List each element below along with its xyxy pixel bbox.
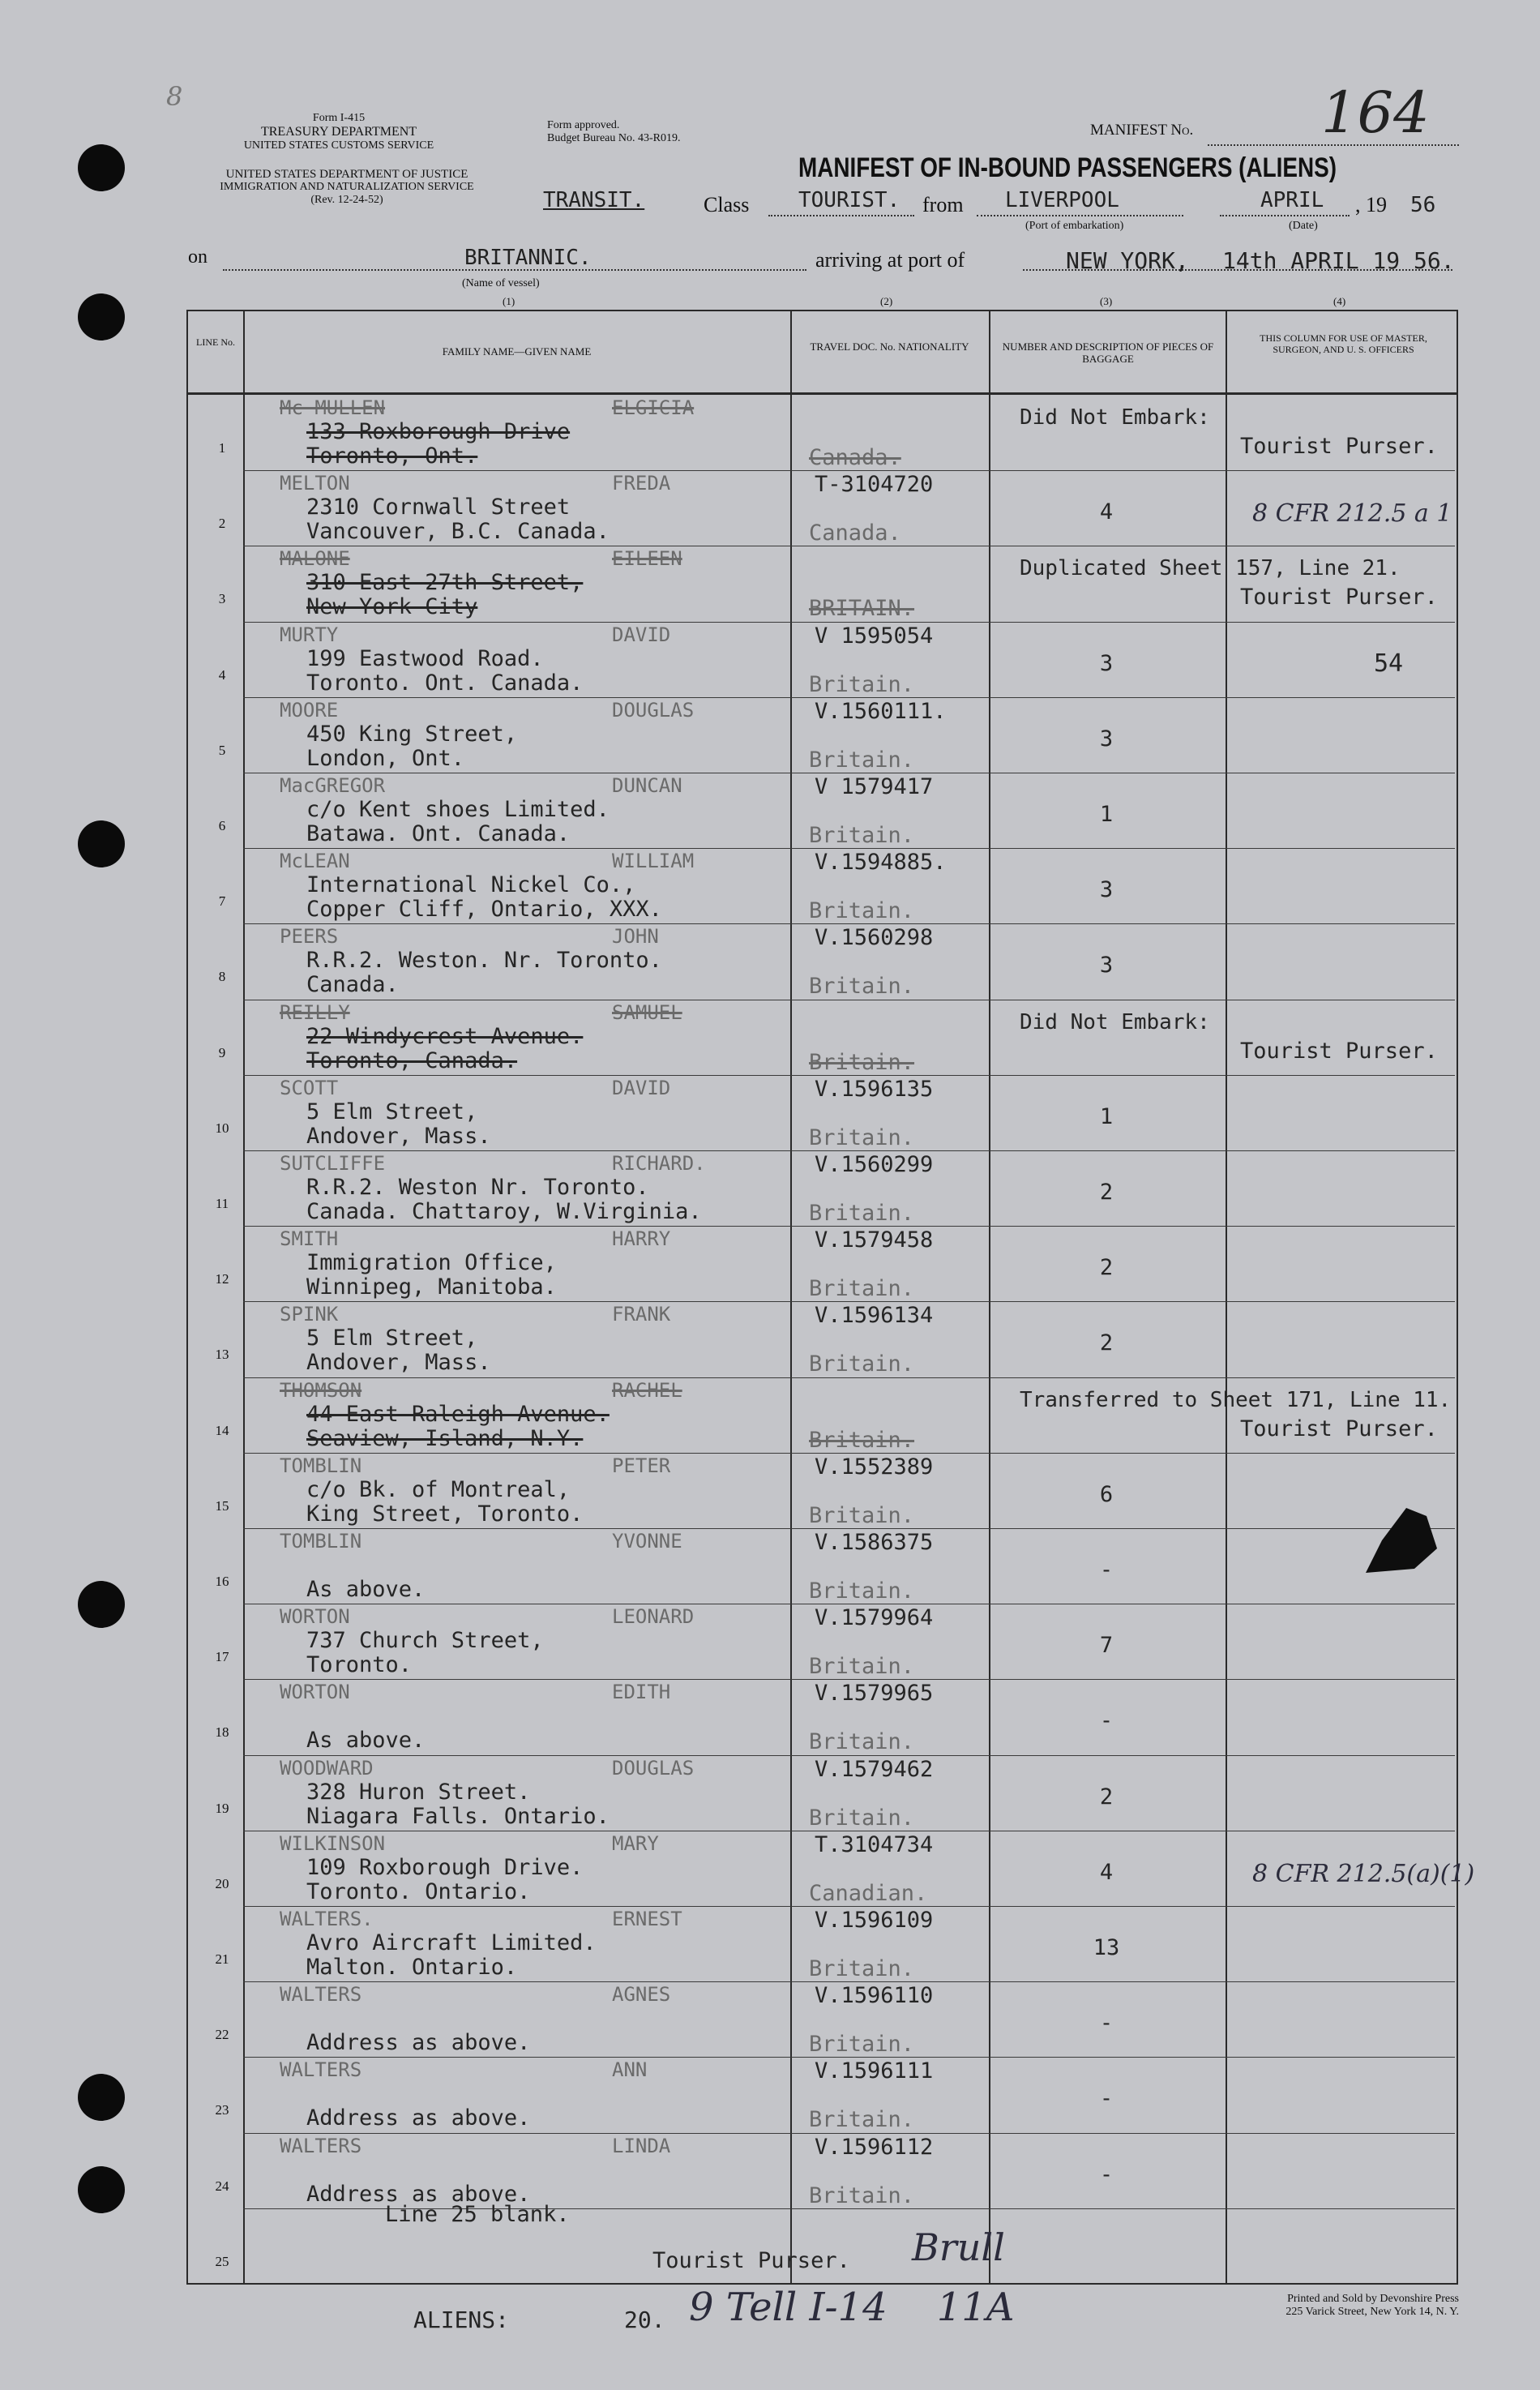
nationality: Britain. — [809, 1654, 915, 1679]
arriving-label: arriving at port of — [815, 248, 965, 272]
travel-doc-number: V 1579417 — [815, 774, 934, 799]
nationality: Britain. — [809, 1050, 915, 1075]
travel-doc-number: V.1596135 — [815, 1077, 934, 1102]
baggage-note: Duplicated Sheet 157, Line 21. — [1020, 556, 1401, 580]
nationality: Britain. — [809, 2107, 915, 2132]
binder-hole — [78, 293, 125, 341]
nationality: Britain. — [809, 1578, 915, 1604]
given-name: EILEEN — [612, 547, 682, 570]
row-rule — [243, 1981, 1455, 1982]
address-line-2: Toronto. Ont. Canada. — [306, 670, 584, 696]
col-num-4: (4) — [1333, 295, 1346, 307]
row-rule — [243, 923, 1455, 924]
given-name: LEONARD — [612, 1605, 695, 1628]
justice-block — [185, 168, 509, 207]
given-name: DOUGLAS — [612, 1757, 695, 1780]
purser-signature-label: Tourist Purser. — [652, 2248, 850, 2273]
line-number: 16 — [215, 1574, 229, 1589]
row-rule — [243, 2133, 1455, 2134]
baggage-count: 3 — [1099, 726, 1114, 752]
family-name: Mc MULLEN — [280, 396, 386, 419]
binder-hole — [78, 144, 125, 191]
line-number: 11 — [215, 1196, 229, 1211]
family-name: WOODWARD — [280, 1757, 374, 1780]
travel-doc-number: V.1596110 — [815, 1983, 934, 2008]
approval-block — [547, 119, 680, 145]
aliens-count: 20. — [624, 2306, 665, 2333]
aliens-handwritten: 9 Tell I-14 11A — [689, 2285, 1015, 2330]
family-name: THOMSON — [280, 1379, 362, 1402]
address-line-1: Avro Aircraft Limited. — [306, 1930, 597, 1955]
row-rule — [243, 1301, 1455, 1302]
baggage-count: - — [1099, 2011, 1114, 2036]
line-number: 8 — [218, 969, 226, 984]
family-name: SUTCLIFFE — [280, 1152, 386, 1175]
family-name: WALTERS — [280, 2135, 362, 2157]
address-line-1: 133 Roxborough Drive — [306, 419, 571, 444]
baggage-count: 13 — [1093, 1935, 1120, 1960]
arrival-date: 14th APRIL 19 56. — [1222, 247, 1455, 274]
address-line-2: Toronto. — [306, 1652, 413, 1677]
family-name: WALTERS — [280, 1983, 362, 2006]
nationality: Britain. — [809, 2032, 915, 2057]
address-line-2: As above. — [306, 1577, 426, 1602]
travel-doc-number: V 1595054 — [815, 623, 934, 649]
line-number: 18 — [215, 1724, 229, 1740]
line-number: 23 — [215, 2102, 229, 2118]
address-line-2: Copper Cliff, Ontario, XXX. — [306, 897, 662, 922]
given-name: ANN — [612, 2058, 648, 2081]
given-name: WILLIAM — [612, 850, 695, 872]
family-name: PEERS — [280, 925, 339, 948]
line-number: 6 — [218, 818, 226, 833]
nationality: Britain. — [809, 1201, 915, 1226]
address-line-1: International Nickel Co., — [306, 872, 636, 897]
travel-doc-number: V.1560299 — [815, 1152, 934, 1177]
line-number: 1 — [218, 440, 226, 456]
address-line-2: As above. — [306, 1728, 426, 1753]
family-name: TOMBLIN — [280, 1454, 362, 1477]
line25-blank: Line 25 blank. — [385, 2202, 570, 2227]
officer-note: Tourist Purser. — [1240, 1039, 1438, 1064]
row-rule — [243, 848, 1455, 849]
row-rule — [243, 470, 1455, 471]
address-line-2: Batawa. Ont. Canada. — [306, 821, 571, 846]
col-divider — [790, 310, 792, 2283]
nationality: Britain. — [809, 672, 915, 697]
binder-hole — [78, 2074, 125, 2121]
binder-hole — [78, 2166, 125, 2213]
travel-doc-number: V.1579964 — [815, 1605, 934, 1630]
nationality: BRITAIN. — [809, 596, 915, 621]
nationality: Britain. — [809, 1503, 915, 1528]
address-line-2: Seaview, Island, N.Y. — [306, 1426, 584, 1451]
travel-doc-number: V.1596112 — [815, 2135, 934, 2160]
family-name: MOORE — [280, 699, 339, 722]
class-dotted-line — [768, 215, 914, 216]
travel-doc-number: V.1579458 — [815, 1227, 934, 1253]
baggage-count: 2 — [1099, 1255, 1114, 1280]
line-number: 7 — [218, 893, 226, 909]
given-name: DAVID — [612, 623, 671, 646]
family-name: TOMBLIN — [280, 1530, 362, 1553]
address-line-1: R.R.2. Weston Nr. Toronto. — [306, 1175, 649, 1200]
baggage-note: Did Not Embark: — [1020, 405, 1210, 430]
address-line-1: Immigration Office, — [306, 1250, 557, 1275]
date-dotted-line — [1220, 215, 1350, 216]
row-rule — [243, 1755, 1455, 1756]
travel-doc-number: V.1596134 — [815, 1303, 934, 1328]
customs-service: UNITED STATES CUSTOMS SERVICE — [243, 139, 434, 152]
nationality: Britain. — [809, 747, 915, 773]
address-line-1: 199 Eastwood Road. — [306, 646, 544, 671]
row-rule — [243, 1679, 1455, 1680]
col-divider — [1226, 310, 1227, 2283]
row-rule — [243, 2057, 1455, 2058]
baggage-count: 3 — [1099, 877, 1114, 902]
travel-doc-number: V.1560111. — [815, 699, 947, 724]
family-name: MELTON — [280, 472, 350, 495]
col-divider — [243, 310, 245, 2283]
address-line-2: Address as above. — [306, 2030, 531, 2055]
nationality: Britain. — [809, 898, 915, 923]
travel-doc-number: T-3104720 — [815, 472, 934, 497]
line-number: 9 — [218, 1045, 226, 1060]
baggage-count: 2 — [1099, 1330, 1114, 1356]
year-prefix: , 19 — [1355, 193, 1387, 216]
baggage-count: 6 — [1099, 1482, 1114, 1507]
family-name: MURTY — [280, 623, 339, 646]
baggage-count: - — [1099, 1557, 1114, 1583]
nationality: Britain. — [809, 1956, 915, 1981]
nationality: Britain. — [809, 1351, 915, 1377]
given-name: YVONNE — [612, 1530, 682, 1553]
header-name: FAMILY NAME—GIVEN NAME — [442, 345, 592, 358]
embarkation-port: LIVERPOOL — [1005, 188, 1119, 212]
travel-doc-number: V.1560298 — [815, 925, 934, 950]
form-header-left — [193, 111, 485, 152]
baggage-count: 2 — [1099, 1180, 1114, 1205]
line-number: 13 — [215, 1347, 229, 1362]
given-name: DAVID — [612, 1077, 671, 1099]
printer-line-1: Printed and Sold by Devonshire Press — [1287, 2293, 1459, 2305]
officer-note: 54 — [1374, 649, 1404, 678]
family-name: WILKINSON — [280, 1832, 386, 1855]
manifest-title: MANIFEST OF IN-BOUND PASSENGERS (ALIENS) — [798, 152, 1337, 183]
address-line-1: c/o Bk. of Montreal, — [306, 1477, 571, 1502]
given-name: AGNES — [612, 1983, 671, 2006]
manifest-no-label: MANIFEST No. — [1090, 122, 1194, 139]
line-number: 19 — [215, 1801, 229, 1816]
aliens-label: ALIENS: — [413, 2306, 510, 2333]
address-line-1: R.R.2. Weston. Nr. Toronto. — [306, 948, 662, 973]
family-name: WALTERS — [280, 2058, 362, 2081]
address-line-2: Niagara Falls. Ontario. — [306, 1804, 610, 1829]
baggage-count: - — [1099, 1708, 1114, 1733]
row-rule — [243, 622, 1455, 623]
family-name: SPINK — [280, 1303, 339, 1326]
travel-doc-number: V.1596111 — [815, 2058, 934, 2084]
travel-doc-number: V.1552389 — [815, 1454, 934, 1480]
justice-dept: UNITED STATES DEPARTMENT OF JUSTICE — [225, 168, 468, 181]
given-name: SAMUEL — [612, 1001, 682, 1024]
address-line-2: Canada. Chattaroy, W.Virginia. — [306, 1199, 702, 1224]
col-num-3: (3) — [1100, 295, 1113, 307]
budget-bureau: Budget Bureau No. 43-R019. — [547, 132, 681, 144]
purser-signature: Brull — [912, 2225, 1005, 2269]
manifest-number: 164 — [1321, 79, 1430, 146]
row-rule — [243, 697, 1455, 698]
baggage-count: 1 — [1099, 802, 1114, 827]
family-name: REILLY — [280, 1001, 350, 1024]
from-label: from — [922, 193, 964, 216]
family-name: MacGREGOR — [280, 774, 386, 797]
address-line-1: 44 East Raleigh Avenue. — [306, 1402, 610, 1427]
address-line-2: Malton. Ontario. — [306, 1955, 518, 1980]
class-value: TOURIST. — [798, 188, 900, 212]
given-name: RICHARD. — [612, 1152, 706, 1175]
form-number: Form I-415 — [312, 112, 366, 124]
row-rule — [243, 1377, 1455, 1378]
given-name: ERNEST — [612, 1908, 682, 1930]
port-dotted-line — [977, 215, 1183, 216]
line-number: 15 — [215, 1498, 229, 1514]
line-number: 3 — [218, 591, 226, 606]
baggage-count: 3 — [1099, 651, 1114, 676]
embarkation-year: 56 — [1410, 193, 1436, 217]
baggage-count: 4 — [1099, 499, 1114, 525]
port-caption: (Port of embarkation) — [1025, 220, 1124, 232]
line-number: 10 — [215, 1120, 229, 1136]
class-label: Class — [704, 193, 750, 216]
baggage-count: 1 — [1099, 1104, 1114, 1129]
address-line-1: 310 East 27th Street, — [306, 570, 584, 595]
address-line-2: Address as above. — [306, 2182, 531, 2207]
header-officers: THIS COLUMN FOR USE OF MASTER, SURGEON, AND U. S. OFFICERS — [1260, 332, 1427, 355]
baggage-count: 2 — [1099, 1784, 1114, 1810]
given-name: MARY — [612, 1832, 659, 1855]
header-line-no: LINE No. — [196, 336, 235, 348]
page-pencil-mark: 8 — [166, 81, 183, 112]
arrival-port: NEW YORK, — [1066, 247, 1189, 274]
header-travel-doc: TRAVEL DOC. No. NATIONALITY — [810, 341, 969, 353]
treasury-dept: TREASURY DEPARTMENT — [260, 125, 417, 139]
address-line-2: Winnipeg, Manitoba. — [306, 1274, 557, 1300]
travel-doc-number: V.1594885. — [815, 850, 947, 875]
family-name: SCOTT — [280, 1077, 339, 1099]
baggage-count: 7 — [1099, 1633, 1114, 1658]
travel-doc-number: V.1586375 — [815, 1530, 934, 1555]
given-name: RACHEL — [612, 1379, 682, 1402]
officer-note: Tourist Purser. — [1240, 585, 1438, 610]
header-rule — [186, 392, 1457, 395]
family-name: WORTON — [280, 1681, 350, 1703]
address-line-1: 5 Elm Street, — [306, 1099, 478, 1124]
address-line-1: 5 Elm Street, — [306, 1326, 478, 1351]
embarkation-month: APRIL — [1260, 188, 1324, 212]
family-name: MALONE — [280, 547, 350, 570]
family-name: WORTON — [280, 1605, 350, 1628]
family-name: McLEAN — [280, 850, 350, 872]
row-rule — [243, 1453, 1455, 1454]
given-name: ELGICIA — [612, 396, 695, 419]
given-name: HARRY — [612, 1227, 671, 1250]
line-number: 25 — [215, 2254, 229, 2269]
nationality: Britain. — [809, 823, 915, 848]
address-line-2: Toronto, Ont. — [306, 443, 478, 469]
printer-credit — [1167, 2293, 1459, 2319]
address-line-1: c/o Kent shoes Limited. — [306, 797, 610, 822]
baggage-count: 3 — [1099, 953, 1114, 978]
given-name: FRANK — [612, 1303, 671, 1326]
col-divider — [989, 310, 990, 2283]
officer-note: Tourist Purser. — [1240, 434, 1438, 459]
given-name: LINDA — [612, 2135, 671, 2157]
binder-hole — [78, 1581, 125, 1628]
line-number: 2 — [218, 516, 226, 531]
address-line-1: 328 Huron Street. — [306, 1780, 531, 1805]
family-name: SMITH — [280, 1227, 339, 1250]
line-number: 21 — [215, 1951, 229, 1967]
row-rule — [243, 1150, 1455, 1151]
baggage-count: 4 — [1099, 1860, 1114, 1885]
on-label: on — [188, 246, 207, 268]
baggage-count: - — [1099, 2086, 1114, 2111]
printer-line-2: 225 Varick Street, New York 14, N. Y. — [1285, 2306, 1459, 2318]
address-line-1: 109 Roxborough Drive. — [306, 1855, 584, 1880]
given-name: DUNCAN — [612, 774, 682, 797]
address-line-2: Canada. — [306, 972, 399, 997]
nationality: Canadian. — [809, 1881, 928, 1906]
address-line-2: Toronto. Ontario. — [306, 1879, 531, 1904]
officer-handwritten-note: 8 CFR 212.5 a 1 — [1252, 499, 1452, 528]
nationality: Canada. — [809, 520, 901, 546]
travel-doc-number: V.1579462 — [815, 1757, 934, 1782]
form-approved: Form approved. — [547, 119, 620, 131]
address-line-1: 2310 Cornwall Street — [306, 495, 571, 520]
date-caption: (Date) — [1289, 220, 1318, 232]
address-line-1: 450 King Street, — [306, 722, 518, 747]
address-line-2: New York City — [306, 594, 478, 619]
line-number: 24 — [215, 2178, 229, 2194]
line-number: 22 — [215, 2027, 229, 2042]
line-number: 14 — [215, 1423, 229, 1438]
nationality: Britain. — [809, 2183, 915, 2208]
given-name: DOUGLAS — [612, 699, 695, 722]
address-line-2: King Street, Toronto. — [306, 1501, 584, 1527]
address-line-2: Vancouver, B.C. Canada. — [306, 519, 610, 544]
given-name: JOHN — [612, 925, 659, 948]
header-baggage: NUMBER AND DESCRIPTION OF PIECES OF BAGGAGE — [1002, 341, 1214, 365]
travel-doc-number: V.1596109 — [815, 1908, 934, 1933]
address-line-2: London, Ont. — [306, 746, 465, 771]
nationality: Britain. — [809, 1729, 915, 1754]
officer-handwritten-note: 8 CFR 212.5(a)(1) — [1252, 1860, 1475, 1888]
transit-label: TRANSIT. — [543, 188, 645, 212]
row-rule — [243, 1226, 1455, 1227]
line-number: 12 — [215, 1271, 229, 1287]
baggage-note: Transferred to Sheet 171, Line 11. — [1020, 1388, 1452, 1412]
travel-doc-number: T.3104734 — [815, 1832, 934, 1857]
address-line-1: 737 Church Street, — [306, 1628, 544, 1653]
line-number: 5 — [218, 743, 226, 758]
address-line-1: 22 Windycrest Avenue. — [306, 1024, 584, 1049]
nationality: Britain. — [809, 974, 915, 999]
baggage-note: Did Not Embark: — [1020, 1010, 1210, 1034]
row-rule — [243, 1075, 1455, 1076]
baggage-count: - — [1099, 2162, 1114, 2187]
col-num-2: (2) — [880, 295, 893, 307]
officer-note: Tourist Purser. — [1240, 1416, 1438, 1441]
given-name: FREDA — [612, 472, 671, 495]
family-name: WALTERS. — [280, 1908, 374, 1930]
ink-blot — [1350, 1492, 1447, 1589]
line-number: 4 — [218, 667, 226, 683]
address-line-2: Andover, Mass. — [306, 1124, 491, 1149]
revision: (Rev. 12-24-52) — [310, 194, 383, 206]
col-num-1: (1) — [503, 295, 515, 307]
given-name: PETER — [612, 1454, 671, 1477]
binder-hole — [78, 820, 125, 867]
address-line-2: Address as above. — [306, 2105, 531, 2131]
vessel-name: BRITANNIC. — [464, 246, 592, 270]
row-rule — [243, 1906, 1455, 1907]
line-number: 20 — [215, 1876, 229, 1891]
vessel-caption: (Name of vessel) — [462, 277, 540, 289]
nationality: Britain. — [809, 1428, 915, 1453]
nationality: Britain. — [809, 1276, 915, 1301]
row-rule — [243, 1528, 1455, 1529]
nationality: Canada. — [809, 445, 901, 470]
address-line-2: Toronto, Canada. — [306, 1048, 518, 1073]
nationality: Britain. — [809, 1805, 915, 1831]
address-line-2: Andover, Mass. — [306, 1350, 491, 1375]
travel-doc-number: V.1579965 — [815, 1681, 934, 1706]
ins-service: IMMIGRATION AND NATURALIZATION SERVICE — [220, 181, 474, 193]
given-name: EDITH — [612, 1681, 671, 1703]
line-number: 17 — [215, 1649, 229, 1664]
nationality: Britain. — [809, 1125, 915, 1150]
